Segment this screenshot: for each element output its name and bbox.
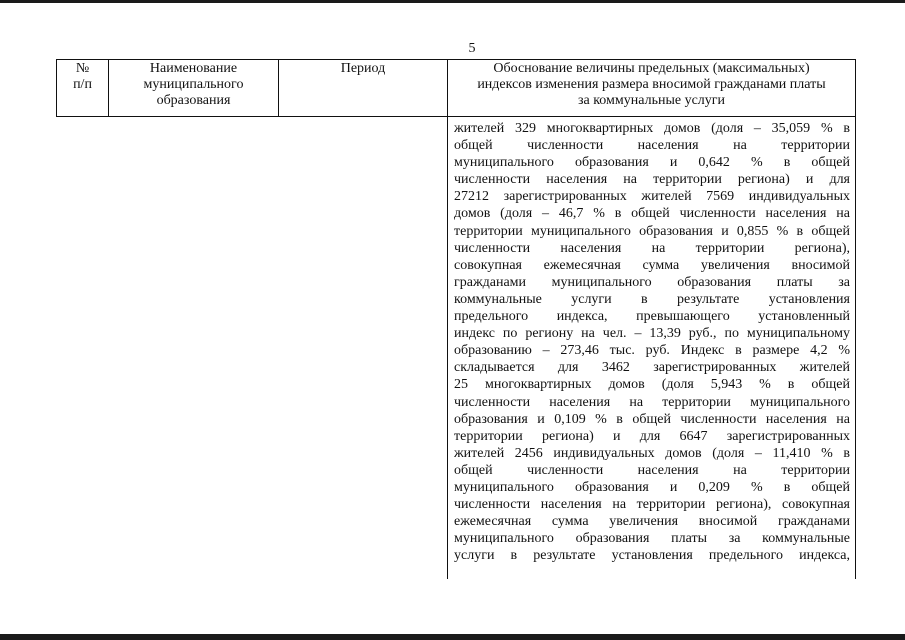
text-line: гражданами муниципального образования платы за: [454, 274, 850, 290]
tariff-justification-table: [56, 59, 856, 579]
table-top-border: [56, 59, 856, 60]
header-cell-municipality: Наименование муниципального образования: [143, 61, 244, 108]
text-line: численности населения на территории региона) и для: [454, 172, 850, 188]
text-line: численности населения на территории региона),: [454, 240, 850, 256]
text-line: муниципального образования и 0,642 % в общей: [454, 155, 850, 171]
text-line: услуги в результате установления предельного индекса,: [454, 548, 850, 564]
text-line: жителей 2456 индивидуальных домов (доля – 11,410 % в: [454, 445, 850, 461]
text-line: 25 многоквартирных домов (доля 5,943 % в общей: [454, 377, 850, 393]
header-bottom-border: [56, 116, 856, 117]
text-line: складывается для 3462 зарегистрированных жителей: [454, 360, 850, 376]
text-line: численности населения на территории региона), совокупная: [454, 497, 850, 513]
text-line: жителей 329 многоквартирных домов (доля – 35,059 % в: [454, 121, 850, 136]
header-cell-period: Период: [340, 61, 386, 76]
text-line: предельного индекса, превышающего установленный: [454, 309, 850, 325]
header-cell-number: № п/п: [73, 61, 92, 92]
justification-cell-text: [454, 120, 850, 564]
text-line: численности населения на территории муниципального: [454, 394, 850, 410]
text-line: домов (доля – 46,7 % в общей численности населения на: [454, 206, 850, 222]
scan-border-bottom: [0, 634, 905, 640]
text-line: общей численности населения на территории: [454, 138, 850, 154]
text-line: 27212 зарегистрированных жителей 7569 индивидуальных: [454, 189, 850, 205]
text-line: коммунальные услуги в результате установления: [454, 291, 850, 307]
text-line: муниципального образования платы за коммунальные: [454, 531, 850, 547]
table-right-border: [855, 59, 856, 579]
text-line: территории региона) и для 6647 зарегистрированных: [454, 428, 850, 444]
text-line: ежемесячная сумма увеличения вносимой гражданами: [454, 514, 850, 530]
text-line: муниципального образования и 0,209 % в общей: [454, 479, 850, 495]
text-line: индекс по региону на чел. – 13,39 руб., по муниципальному: [454, 326, 850, 342]
text-line: территории муниципального образования и 0,855 % в общей: [454, 223, 850, 239]
column-divider-3: [447, 59, 448, 579]
page-number: 5: [468, 41, 476, 56]
text-line: общей численности населения на территории: [454, 462, 850, 478]
text-line: образованию – 273,46 тыс. руб. Индекс в размере 4,2 %: [454, 343, 850, 359]
scan-border-top: [0, 0, 905, 3]
header-cell-justification: Обоснование величины предельных (максимальных) индексов изменения размера вносимой гражданами платы за коммунальные услуги: [477, 61, 826, 108]
text-line: совокупная ежемесячная сумма увеличения вносимой: [454, 257, 850, 273]
text-line: образования и 0,109 % в общей численности населения на: [454, 411, 850, 427]
